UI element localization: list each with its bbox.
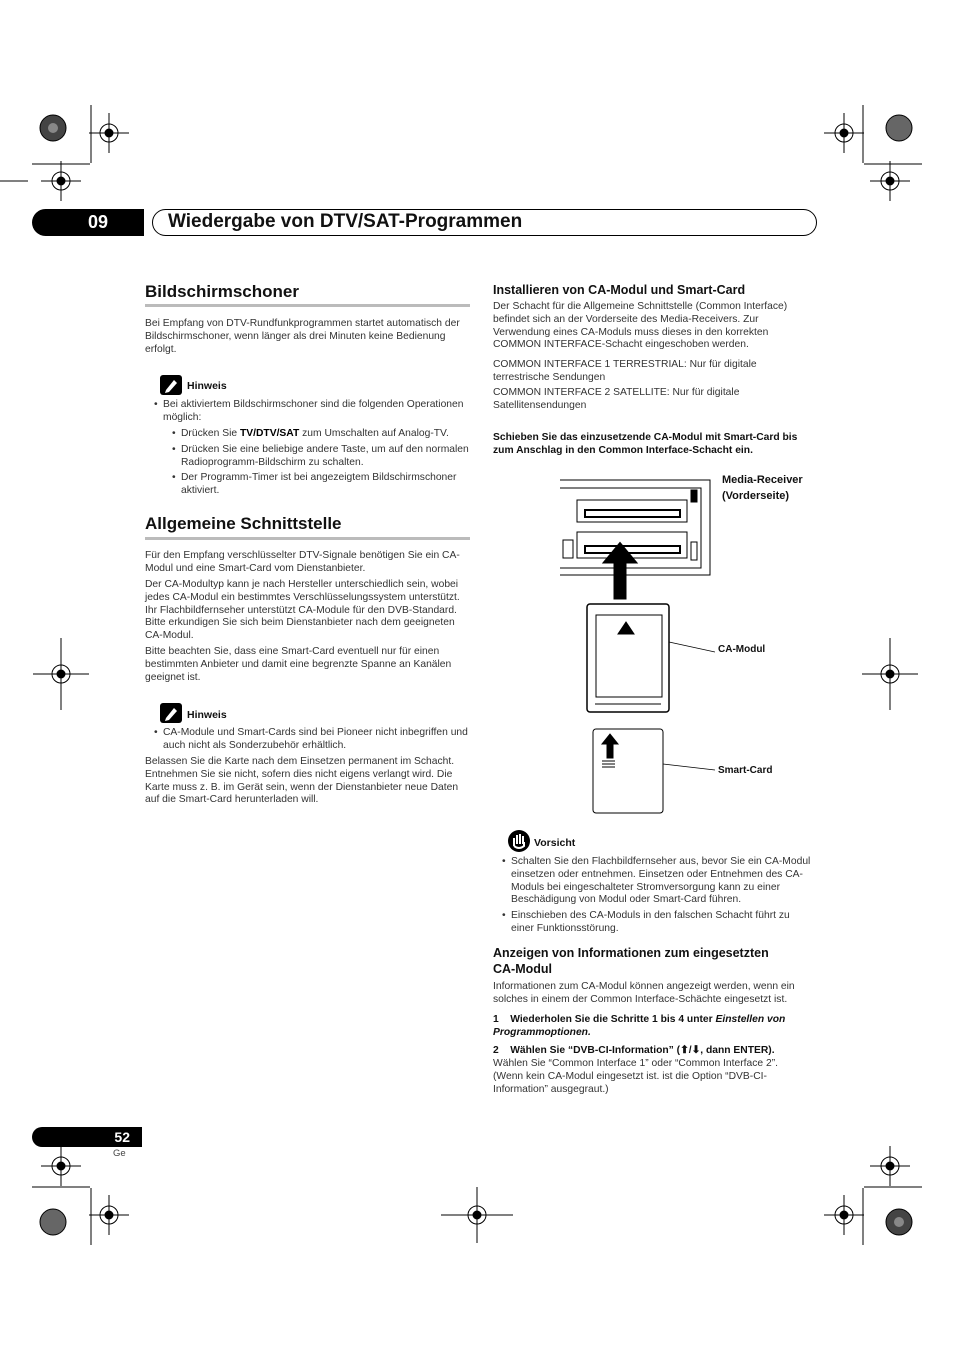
note-icon [160, 703, 182, 723]
interface-paragraph: Für den Empfang verschlüsselter DTV-Signale benötigen Sie ein CA-Modul und eine Smart-Card vom Dienstanbieter. [145, 550, 460, 574]
caution-bullet: • Schalten Sie den Flachbildfernseher aus, bevor Sie ein CA-Modul einsetzen oder entnehmen. Einsetzen oder Entnehmen des CA-Moduls bei eingeschalteter Stromversorgung kann zu einer Beschädigung von Modul oder Smart-Card führen. [502, 856, 811, 906]
smart-card-illustration [593, 729, 663, 813]
caution-label: Vorsicht [534, 837, 576, 849]
install-paragraph: Der Schacht für die Allgemeine Schnittstelle (Common Interface) befindet sich an der Vorderseite des Media-Receivers. Zur Verwendung eines CA-Moduls muss dieses in den korrekten COMMON INTERFACE-Schacht eingeschoben werden. [493, 301, 788, 351]
section-divider [145, 304, 470, 307]
smart-card-label: Smart-Card [718, 765, 773, 776]
screensaver-intro: Bei Empfang von DTV-Rundfunkprogrammen startet automatisch der Bildschirmschoner, wenn länger als drei Minuten keine Bedienung erfolgt. [145, 318, 460, 355]
caution-hand-icon [508, 830, 530, 852]
info-paragraph: Informationen zum CA-Modul können angezeigt werden, wenn ein solches in einem der Common Interface-Schächte eingesetzt ist. [493, 981, 795, 1005]
caution-bullet: • Einschieben des CA-Moduls in den falschen Schacht führt zu einer Funktionsstörung. [502, 910, 790, 934]
media-receiver-label: Media-Receiver (Vorderseite) [722, 474, 803, 502]
section-title-screensaver: Bildschirmschoner [145, 282, 299, 301]
interface-paragraph: Belassen Sie die Karte nach dem Einsetzen permanent im Schacht. Entnehmen Sie sie nicht, sofern dies nicht eigens verlangt wird. Die Karte muss z. B. im Gerät sein, wenn der Dienstanbieter neue Daten auf die Smart-Card herunterladen will. [145, 756, 459, 806]
step-2: 2 Wählen Sie “DVB-CI-Information” (⬆/⬇, dann ENTER). [493, 1045, 775, 1056]
step-1: 1 Wiederholen Sie die Schritte 1 bis 4 unter Einstellen von Programmoptionen. [493, 1014, 786, 1038]
section-title-install: Installieren von CA-Modul und Smart-Card [493, 283, 746, 297]
install-paragraph: COMMON INTERFACE 2 SATELLITE: Nur für digitale Satellitensendungen [493, 387, 740, 411]
install-paragraph: COMMON INTERFACE 1 TERRESTRIAL: Nur für digitale terrestrische Sendungen [493, 359, 757, 383]
section-title-info: Anzeigen von Informationen zum eingesetzten CA-Modul [493, 946, 769, 976]
interface-paragraph: Bitte beachten Sie, dass eine Smart-Card eventuell nur für einen bestimmten Anbieter und damit eine begrenzte Spanne an Kanälen geeignet ist. [145, 646, 452, 683]
note-label: Hinweis [187, 380, 227, 392]
page-number: 52 [32, 1127, 142, 1147]
language-code: Ge [113, 1148, 126, 1159]
section-title-interface: Allgemeine Schnittstelle [145, 514, 342, 533]
note-bullet: • Bei aktiviertem Bildschirmschoner sind die folgenden Operationen möglich: [154, 399, 464, 423]
section-divider [145, 537, 470, 540]
note-bullet: • CA-Module und Smart-Cards sind bei Pioneer nicht inbegriffen und auch nicht als Sonderzubehör erhältlich. [154, 727, 468, 751]
chapter-number: 09 [32, 209, 144, 236]
ca-module-label: CA-Modul [718, 644, 766, 655]
arrow-up-down-icon: ⬆/⬇ [680, 1045, 701, 1056]
step-2-detail: Wählen Sie “Common Interface 1” oder “Common Interface 2”. (Wenn kein CA-Modul eingesetzt ist. ist die Option “DVB-CI-Information” ausgegraut.) [493, 1058, 778, 1095]
sub-bullet: • Drücken Sie TV/DTV/SAT zum Umschalten auf Analog-TV. [172, 428, 449, 439]
install-instruction: Schieben Sie das einzusetzende CA-Modul mit Smart-Card bis zum Anschlag in den Common Interface-Schacht ein. [493, 432, 798, 456]
sub-bullet: • Drücken Sie eine beliebige andere Taste, um auf den normalen Radioprogramm-Bildschirm zu schalten. [172, 444, 469, 468]
sub-bullet: • Der Programm-Timer ist bei angezeigtem Bildschirmschoner aktiviert. [172, 472, 457, 496]
note-label: Hinweis [187, 709, 227, 721]
note-icon [160, 375, 182, 395]
chapter-title: Wiedergabe von DTV/SAT-Programmen [168, 211, 523, 232]
interface-paragraph: Der CA-Modultyp kann je nach Hersteller unterschiedlich sein, wobei jedes CA-Modul ein bestimmtes Verschlüsselungssystem unterstützt. Ihr Flachbildfernseher unterstützt CA-Module für den DVB-Standard. Bitte erkundigen Sie sich beim Dienstanbieter nach dem geeigneten CA-Modul. [145, 579, 460, 642]
ca-module-diagram [555, 470, 715, 830]
ca-module-illustration [587, 604, 669, 712]
